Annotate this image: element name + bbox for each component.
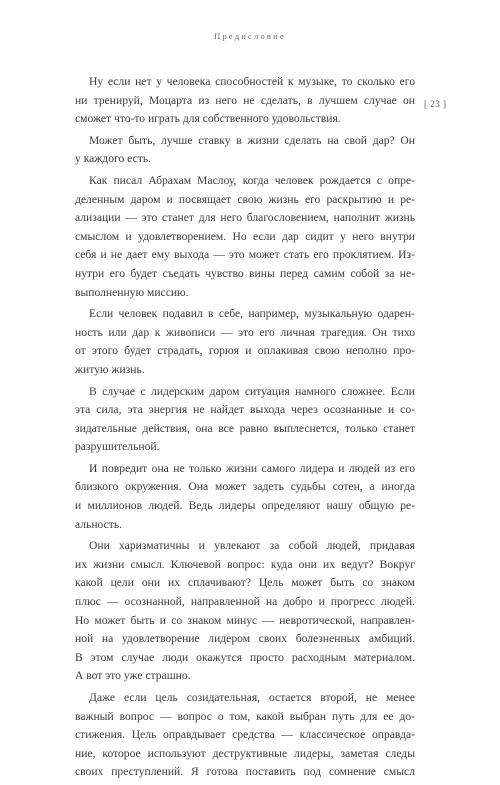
text-line: ность или дар к живописи — это его личная трагедия. Он тихо <box>75 325 415 339</box>
text-line: А вот это уже страшно. <box>75 669 191 683</box>
text-line: ни тренируй, Моцарта из него не сделать, в лучшем случае он <box>75 93 415 107</box>
paragraph <box>75 689 415 782</box>
text-line: деленным даром и посвящает свою жизнь его раскрытию и ре- <box>75 192 415 206</box>
running-header: Предисловие <box>214 31 286 41</box>
text-line: альность. <box>75 517 123 531</box>
text-line: у каждого есть. <box>75 152 151 166</box>
paragraph <box>75 537 415 686</box>
text-line: и миллионов людей. Ведь лидеры определяют нашу общую ре- <box>75 499 415 513</box>
text-line: себя и не дает ему выхода — это может стать его проклятием. Из- <box>75 248 415 262</box>
text-line: Может быть, лучше ставку в жизни сделать на свой дар? Он <box>89 133 415 147</box>
text-line: какой цели они их сплачивают? Цель может быть со знаком <box>75 576 415 590</box>
text-line: В случае с лидерским даром ситуация намного сложнее. Если <box>89 384 415 398</box>
text-line: от этого будет страдать, горюя и оплакивая свою неполно про- <box>75 344 415 358</box>
text-line: Если человек подавил в себе, например, музыкальную одарен- <box>89 307 415 321</box>
text-line: Даже если цель созидательная, остается второй, не менее <box>89 691 415 704</box>
paragraph <box>75 73 415 129</box>
paragraph <box>75 305 415 379</box>
paragraph <box>75 172 415 302</box>
text-line: зидательные действия, она все равно выплеснется, только станет <box>75 421 415 435</box>
body-text <box>75 73 415 785</box>
text-line: выполненную миссию. <box>75 285 189 299</box>
text-line: ной на удовлетворение лидером своих болезненных амбиций. <box>75 632 415 646</box>
paragraph <box>75 460 415 534</box>
text-line: Они харизматичны и увлекают за собой людей, придавая <box>89 539 415 553</box>
text-line: Как писал Абрахам Маслоу, когда человек рождается с опре- <box>89 173 415 187</box>
text-line: нутри его будет съедать чувство вины перед самим собой за не- <box>75 266 415 280</box>
text-line: И повредит она не только жизни самого лидера и людей из его <box>89 461 415 475</box>
text-line: Но может быть и со знаком минус — невротической, направлен- <box>75 613 415 627</box>
text-line: сможет что-то играть для собственного удовольствия. <box>75 112 341 126</box>
paragraph <box>75 132 415 169</box>
text-line: близкого окружения. Она может задеть судьбы сотен, а иногда <box>75 480 415 494</box>
text-line: Ну если нет у человека способностей к музыке, то сколько его <box>89 75 415 88</box>
text-line: плюс — осознанной, направленной на добро и прогресс людей. <box>75 595 415 609</box>
text-line: их жизни смысл. Ключевой вопрос: куда они их ведут? Вокруг <box>75 557 415 571</box>
page-number: [ 23 ] <box>424 99 447 109</box>
text-line: ализации — это станет для него благословением, наполнит жизнь <box>75 211 415 225</box>
text-line: разрушительной. <box>75 440 160 454</box>
text-line: эта сила, эта энергия не найдет выхода через осознанные и со- <box>75 403 415 417</box>
text-line: В этом случае люди окажутся просто расходным материалом. <box>75 650 415 664</box>
text-line: своих преступлений. Я готова поставить под сомнение смысл <box>75 765 415 779</box>
text-line: смыслом и удовлетворением. Но если дар сидит у него внутри <box>75 229 415 243</box>
text-line: важный вопрос — вопрос о том, какой выбран путь для ее до- <box>75 709 415 723</box>
text-line: житую жизнь. <box>75 362 145 376</box>
paragraph <box>75 383 415 457</box>
text-line: ние, которое используют деструктивные лидеры, заметая следы <box>75 746 415 760</box>
text-line: стижения. Цель оправдывает средства — классическое оправда- <box>75 728 415 742</box>
